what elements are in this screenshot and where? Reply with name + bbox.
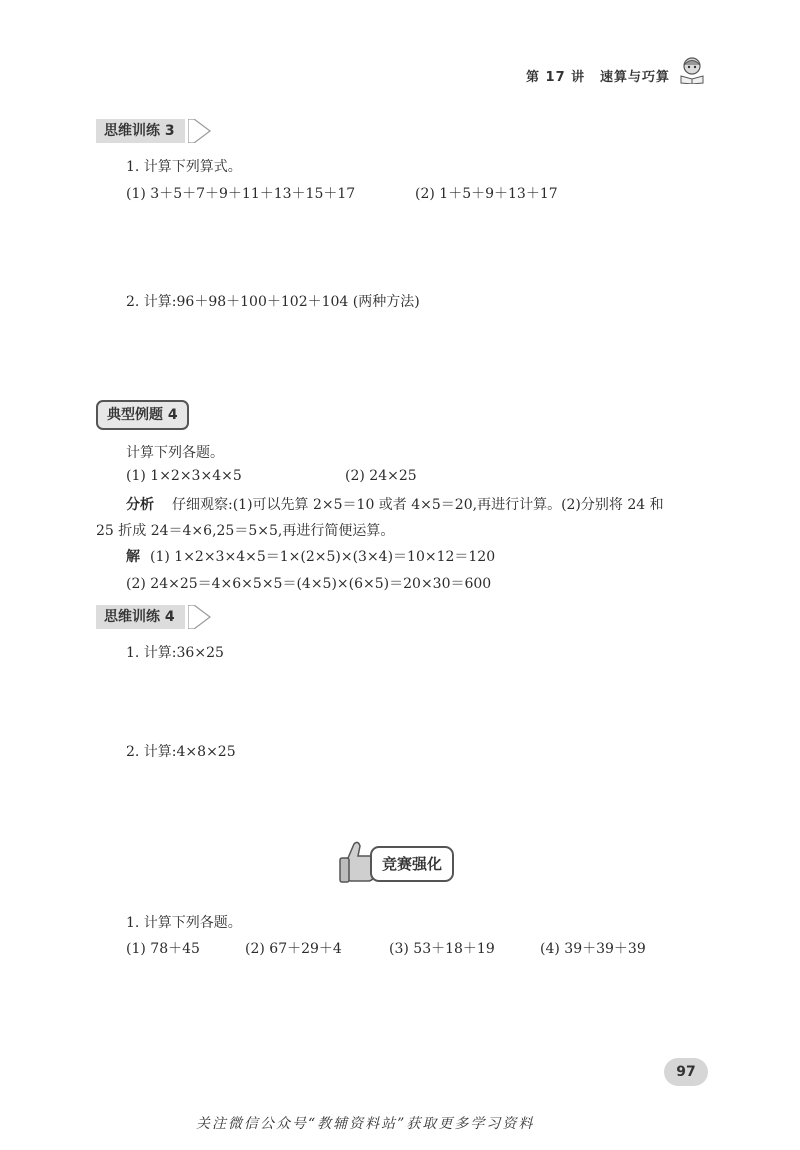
t4-q1: 1. 计算:36×25 (126, 645, 224, 661)
analysis-line-1: 仔细观察:(1)可以先算 2×5＝10 或者 4×5＝20,再进行计算。(2)分别将 24 和 (172, 497, 664, 513)
example-part2: (2) 24×25 (345, 468, 417, 484)
comp-q1-part3: (3) 53＋18＋19 (389, 941, 495, 957)
footer-note: 关注微信公众号“教辅资料站”获取更多学习资料 (196, 1116, 535, 1132)
t3-q1-part2: (2) 1＋5＋9＋13＋17 (415, 186, 558, 202)
competition-title: 竞赛强化 (370, 846, 454, 882)
comp-q1-part4: (4) 39＋39＋39 (540, 941, 646, 957)
comp-q1-stem: 1. 计算下列各题。 (126, 915, 242, 931)
training-3-tag: 思维训练 3 (96, 119, 185, 143)
solution-line-2: (2) 24×25＝4×6×5×5＝(4×5)×(6×5)＝20×30＝600 (126, 576, 492, 592)
tag-arrow-icon (188, 605, 212, 629)
training-4-tag: 思维训练 4 (96, 605, 185, 629)
solution-line-1: (1) 1×2×3×4×5＝1×(2×5)×(3×4)＝10×12＝120 (150, 549, 496, 565)
solution-label: 解 (126, 549, 140, 565)
comp-q1-part2: (2) 67＋29＋4 (245, 941, 342, 957)
comp-q1-part1: (1) 78＋45 (126, 941, 200, 957)
t3-q1-part1: (1) 3＋5＋7＋9＋11＋13＋15＋17 (126, 186, 356, 202)
example-4-tag: 典型例题 4 (96, 400, 189, 430)
page-number: 97 (664, 1058, 708, 1086)
lecture-number: 第 17 讲 (526, 70, 586, 85)
tag-arrow-icon (188, 119, 212, 143)
t3-q2: 2. 计算:96＋98＋100＋102＋104 (两种方法) (126, 294, 420, 310)
example-part1: (1) 1×2×3×4×5 (126, 468, 242, 484)
t3-q1-stem: 1. 计算下列算式。 (126, 159, 242, 175)
example-stem: 计算下列各题。 (126, 445, 224, 461)
lecture-title: 速算与巧算 (600, 70, 671, 85)
analysis-label: 分析 (126, 497, 154, 513)
reading-child-icon (678, 56, 706, 84)
analysis-line-2: 25 折成 24＝4×6,25＝5×5,再进行简便运算。 (96, 523, 395, 539)
t4-q2: 2. 计算:4×8×25 (126, 744, 236, 760)
